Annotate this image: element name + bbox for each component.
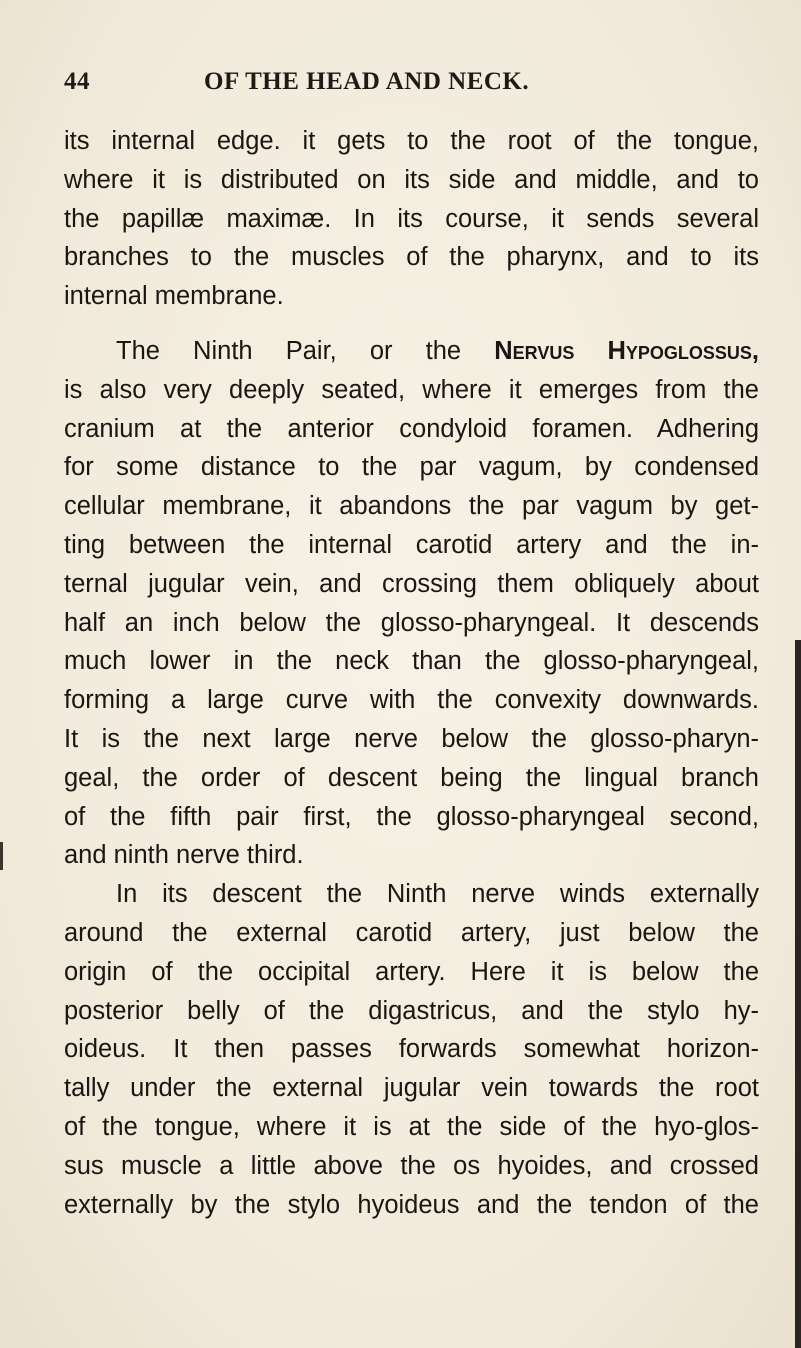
text-line: branches to the muscles of the pharynx, and to its <box>64 243 759 272</box>
text-line: tally under the external jugular vein towards the root <box>64 1074 759 1103</box>
text-line: cranium at the anterior condyloid foramen. Adhering <box>64 414 759 443</box>
text-line: much lower in the neck than the glosso-pharyngeal, <box>64 647 759 676</box>
paragraph-2 <box>64 332 759 875</box>
text-line: the papillæ maximæ. In its course, it sends several <box>64 204 759 233</box>
text-line: where it is distributed on its side and middle, and to <box>64 165 759 194</box>
lead-text: The Ninth Pair, or the <box>116 336 462 365</box>
text-line: oideus. It then passes forwards somewhat horizon- <box>64 1035 759 1064</box>
text-line: In its descent the Ninth nerve winds externally <box>116 880 759 909</box>
text-line: externally by the stylo hyoideus and the tendon of the <box>64 1190 759 1219</box>
text-line <box>64 332 759 371</box>
chapter-title: OF THE HEAD AND NECK. <box>204 68 530 95</box>
text-line: for some distance to the par vagum, by condensed <box>64 453 759 482</box>
text-line: of the tongue, where it is at the side of the hyo-glos- <box>64 1112 759 1141</box>
margin-mark <box>0 842 3 870</box>
text-line: forming a large curve with the convexity downwards. <box>64 686 759 715</box>
text-line: geal, the order of descent being the lingual branch <box>64 763 759 792</box>
text-line: internal membrane. <box>64 282 284 311</box>
running-head <box>64 68 529 96</box>
text-line: origin of the occipital artery. Here it is below the <box>64 957 759 986</box>
text-line: and ninth nerve third. <box>64 841 304 870</box>
text-line: half an inch below the glosso-pharyngeal. It descends <box>64 608 759 637</box>
paragraph-1 <box>64 122 759 316</box>
text-line: ternal jugular vein, and crossing them obliquely about <box>64 569 759 598</box>
paragraph-3 <box>64 875 759 1224</box>
text-line: It is the next large nerve below the glosso-pharyn- <box>64 724 759 753</box>
text-line: posterior belly of the digastricus, and the stylo hy- <box>64 996 759 1025</box>
text-line: its internal edge. it gets to the root of the tongue, <box>64 127 759 155</box>
text-line: of the fifth pair first, the glosso-pharyngeal second, <box>64 802 759 831</box>
text-line: sus muscle a little above the os hyoides, and crossed <box>64 1151 759 1180</box>
text-line: cellular membrane, it abandons the par vagum by get- <box>64 492 759 521</box>
binding-edge <box>795 640 801 1348</box>
text-line: ting between the internal carotid artery and the in- <box>64 530 759 559</box>
body-text <box>64 122 759 1224</box>
page-number: 44 <box>64 68 90 95</box>
nerve-name: Nervus Hypoglossus, <box>494 336 759 365</box>
text-line: around the external carotid artery, just below the <box>64 918 759 947</box>
text-line: is also very deeply seated, where it emerges from the <box>64 375 759 404</box>
